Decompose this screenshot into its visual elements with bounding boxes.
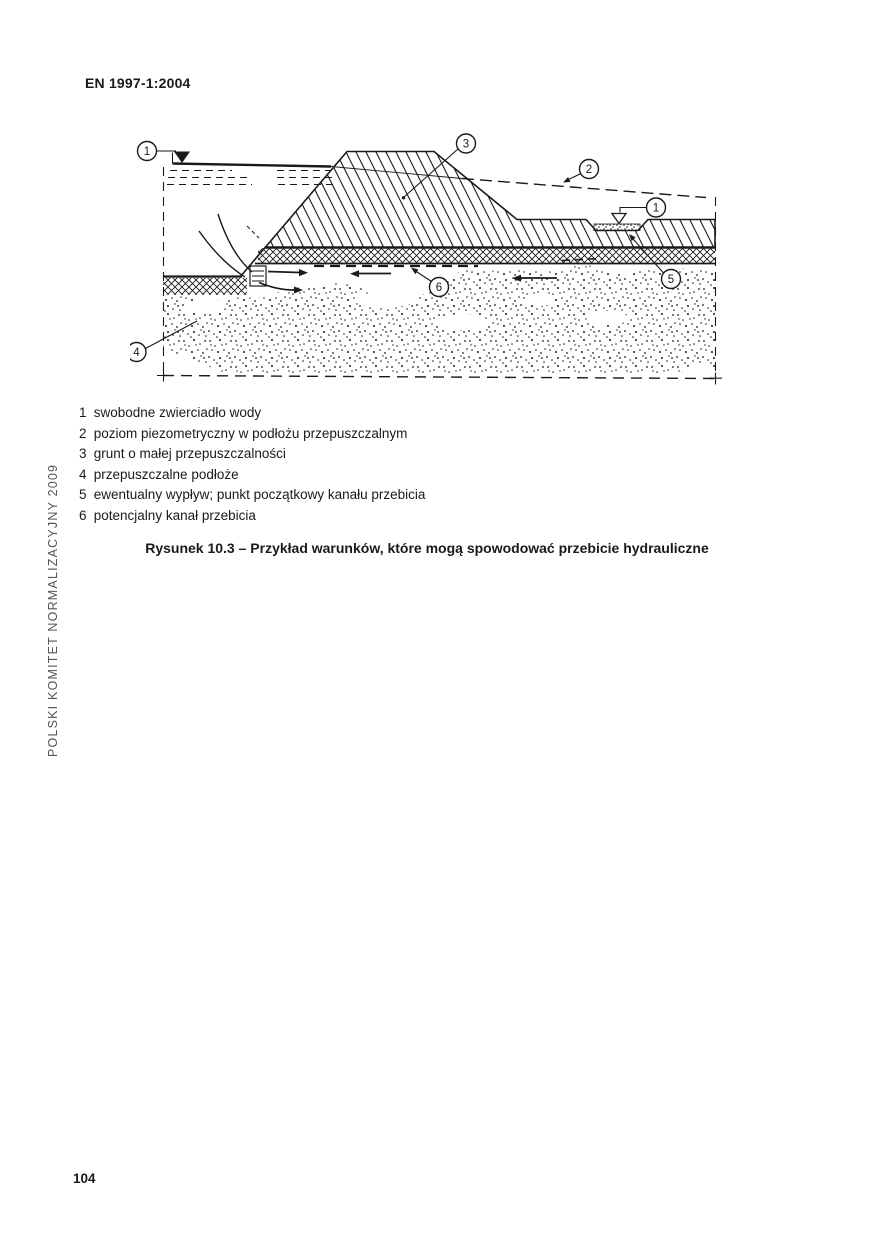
toe-outflow-element — [250, 266, 266, 286]
hydraulic-failure-diagram — [130, 130, 730, 394]
figure-legend — [79, 403, 425, 527]
callout-5-label: 5 — [667, 274, 675, 286]
callout-6-label: 6 — [435, 282, 443, 294]
callout-1-upstream-label: 1 — [143, 146, 151, 158]
callout-3-label: 3 — [462, 138, 470, 151]
pkn-watermark-vertical-text: POLSKI KOMITET NORMALIZACYJNY 2009 — [46, 463, 60, 757]
upstream-ground-layer — [163, 277, 247, 295]
legend-item-4: 4 przepuszczalne podłoże — [79, 466, 239, 482]
legend-item-2: 2 poziom piezometryczny w podłożu przepuszczalnym — [79, 425, 408, 441]
embankment-low-permeability-soil — [240, 152, 715, 278]
figure-10-3-diagram — [130, 130, 730, 394]
callout-4-label: 4 — [133, 347, 140, 359]
legend-item-3: 3 grunt o małej przepuszczalności — [79, 446, 286, 462]
callout-1-downstream — [620, 198, 666, 217]
legend-item-6: 6 potencjalny kanał przebicia — [79, 507, 256, 523]
upstream-water-surface — [167, 152, 335, 185]
upstream-water-level-symbol — [174, 152, 190, 164]
callout-2 — [563, 160, 599, 183]
legend-item-5: 5 ewentualny wypływ; punkt początkowy kanału przebicia — [79, 487, 426, 503]
callout-1-upstream — [138, 142, 177, 161]
callout-2-label: 2 — [585, 164, 593, 176]
downstream-water-level-symbol — [612, 214, 626, 224]
figure-caption: Rysunek 10.3 – Przykład warunków, które mogą spowodować przebicie hydrauliczne — [145, 540, 709, 556]
base-cross-hatch-band — [258, 248, 715, 263]
legend-item-1: 1 swobodne zwierciadło wody — [79, 405, 262, 420]
document-reference-header: EN 1997-1:2004 — [85, 75, 191, 91]
downstream-pond — [594, 214, 640, 231]
callout-1-downstream-label: 1 — [652, 202, 660, 215]
water-ripple-dashes — [167, 171, 335, 185]
page-number: 104 — [73, 1171, 96, 1186]
